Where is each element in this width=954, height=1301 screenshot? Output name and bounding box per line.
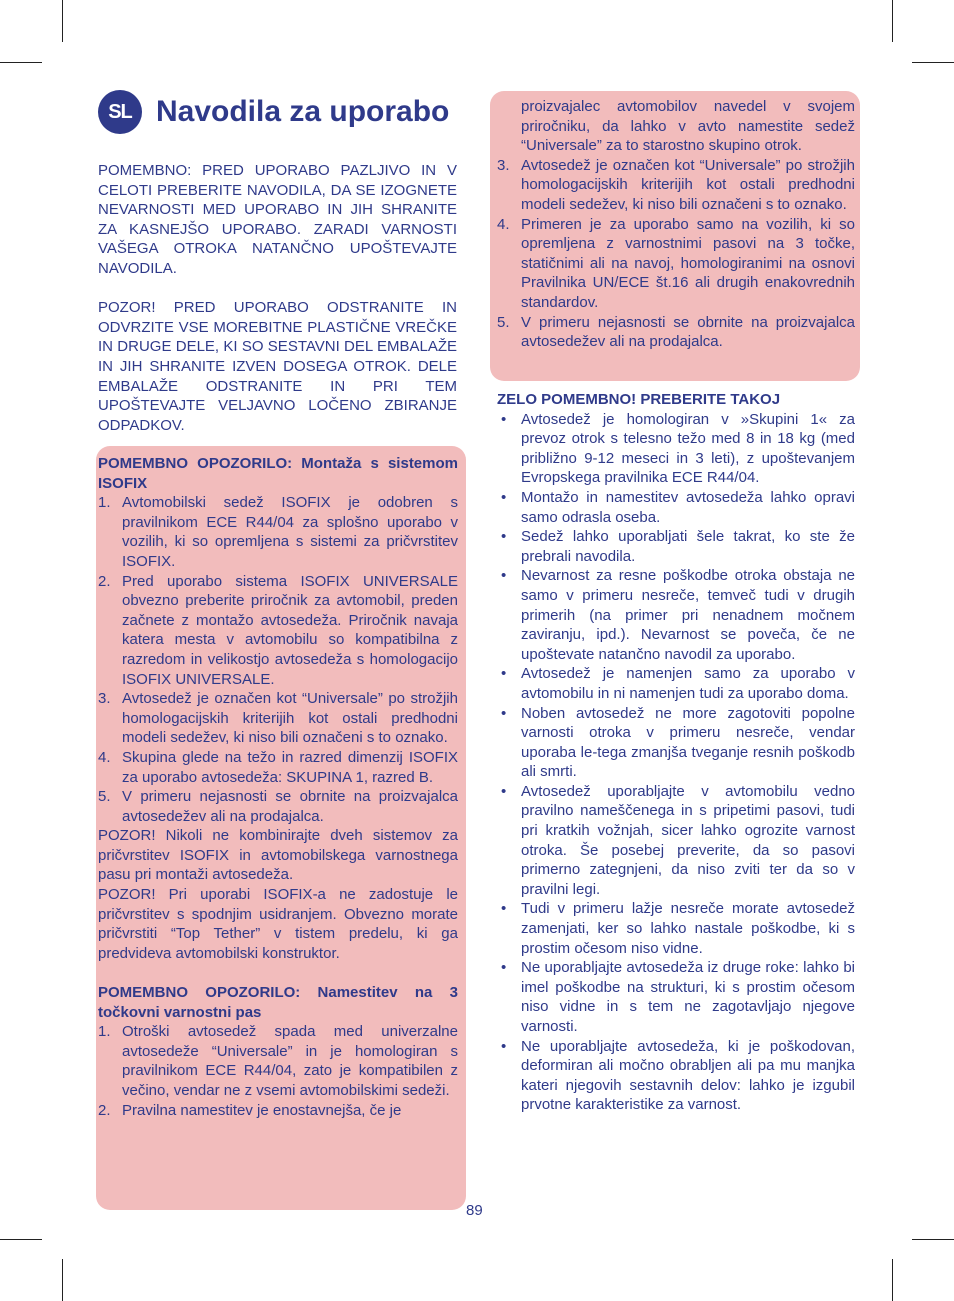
- list-item: • Ne uporabljajte avtosedeža, ki je poškodovan, deformiran ali močno obrabljen ali pa mu manjka kateri njegovih sestavnih delov: lahko je izgubil prvotne karakteristike za varnost.: [501, 1037, 855, 1114]
- language-badge: SL: [98, 90, 142, 134]
- list-item: 5. V primeru nejasnosti se obrnite na proizvajalca avtosedežev ali na prodajalca.: [497, 313, 855, 351]
- list-item: proizvajalec avtomobilov navedel v svojem priročniku, da lahko v avto namestite sedež “Universale” za to starostno skupino otrok.: [521, 98, 855, 155]
- crop-mark: [62, 0, 63, 42]
- list-item: 4. Skupina glede na težo in razred dimenzij ISOFIX za uporabo avtosedeža: SKUPINA 1, razred B.: [98, 748, 458, 786]
- list-item: • Tudi v primeru lažje nesreče morate avtosedež zamenjati, ker so lahko nastale poškodbe, ki s prostim očesom niso vidne.: [501, 900, 855, 957]
- crop-mark: [62, 1259, 63, 1301]
- important-list: [497, 410, 855, 1115]
- important-heading: ZELO POMEMBNO! PREBERITE TAKOJ: [497, 391, 781, 408]
- crop-mark: [912, 1239, 954, 1240]
- page-header: [98, 90, 449, 134]
- list-item: 4. Primeren je za uporabo samo na vozilih, ki so opremljena z varnostnimi pasovi na 3 točke, statičnimi ali na navoj, homologiranimi na osnovi Pravilnika UN/ECE št.16 ali drugih enakovrednih standardov.: [497, 215, 855, 311]
- isofix-note-top-tether: POZOR! Pri uporabi ISOFIX-a ne zadostuje le pričvrstitev s spodnjim usidranjem. Obvezno morate pričvrstiti “Top Tether” v tistem predelu, ki ga predvideva avtomobilski konstruktor.: [98, 886, 458, 962]
- crop-mark: [892, 1259, 893, 1301]
- list-item: • Avtosedež je namenjen samo za uporabo v avtomobilu in ni namenjen tudi za uporabo doma.: [501, 665, 855, 702]
- list-item: • Ne uporabljajte avtosedeža iz druge roke: lahko bi imel poškodbe na strukturi, ki s prostim očesom niso vidne in s tem ne zagotavljajo njegove varnosti.: [501, 959, 855, 1035]
- isofix-note-combine: POZOR! Nikoli ne kombinirajte dveh sistemov za pričvrstitev ISOFIX in avtomobilskega varnostnega pasu pri montaži avtosedeža.: [98, 827, 458, 884]
- intro-section: [98, 161, 457, 435]
- crop-mark: [0, 62, 42, 63]
- list-item: • Montažo in namestitev avtosedeža lahko opravi samo odrasla oseba.: [501, 488, 855, 526]
- list-item: 2. Pred uporabo sistema ISOFIX UNIVERSALE obvezno preberite priročnik za avtomobil, preden začnete z montažo avtosedeža. Priročnik navaja katera mesta v avtomobilu so kompatibilna z razredom in velikostjo avtosedeža s homologacijo ISOFIX UNIVERSALE.: [98, 572, 458, 688]
- crop-mark: [0, 1239, 42, 1240]
- list-item: 5. V primeru nejasnosti se obrnite na proizvajalca avtosedežev ali na prodajalca.: [98, 788, 458, 825]
- belt-list-continued: [497, 97, 855, 352]
- list-item: 1. Avtomobilski sedež ISOFIX je odobren s pravilnikom ECE R44/04 za splošno uporabo v vozilih, ki so opremljena s sistemi za pričvrstitev ISOFIX.: [98, 494, 458, 570]
- list-item: 3. Avtosedež je označen kot “Universale” po strožjih homologacijskih kriterijih kot ostali predhodni modeli sedežev, ki niso bili označeni s to oznako.: [497, 156, 855, 213]
- intro-important: POMEMBNO: PRED UPORABO PAZLJIVO IN V CELOTI PREBERITE NAVODILA, DA SE IZOGNETE NEVARNOSTI MED UPORABO IN JIH SHRANITE ZA KASNEJŠO UPORABO. ZARADI VARNOSTI VAŠEGA OTROKA NATANČNO UPOŠTEVAJTE NAVODILA.: [98, 162, 457, 277]
- list-item: 3. Avtosedež je označen kot “Universale” po strožjih homologacijskih kriterijih kot ostali predhodni modeli sedežev, ki niso bili označeni s to oznako.: [98, 690, 458, 747]
- crop-mark: [892, 0, 893, 42]
- belt-list: [98, 1022, 458, 1120]
- isofix-heading: POMEMBNO OPOZORILO: Montaža s sistemom ISOFIX: [98, 455, 458, 492]
- list-item: • Avtosedež je homologiran v »Skupini 1« za prevoz otrok s telesno težo med 8 in 18 kg (med približno 9-12 meseci in 3 leti), z upoštevanjem Evropskega pravilnika ECE R44/04.: [501, 410, 855, 487]
- list-item: • Nevarnost za resne poškodbe otroka obstaja ne samo v primeru nesreče, temveč tudi v drugih primerih (na primer pri nenadnem močnem zaviranju, ipd.). Nevarnost se poveča, če ne upoštevate natančno navodil za uporabo.: [501, 567, 855, 663]
- page-number: 89: [466, 1202, 483, 1219]
- list-item: • Avtosedež uporabljajte v avtomobilu vedno pravilno nameščenega in s pripetimi pasovi, tudi pri kratkih vožnjah, sicer lahko ogrozite varnost otroka. Še posebej preverite, da so pasovi primerno zategnjeni, da niso zviti ter da so v pravilni legi.: [501, 782, 855, 898]
- belt-warning-box-continued: [490, 91, 860, 381]
- list-item: • Noben avtosedež ne more zagotoviti popolne varnosti otroka v primeru nesreče, vendar uporaba le-tega zmanjša tveganje resnih poškodb ali smrti.: [501, 704, 855, 781]
- list-item: 2. Pravilna namestitev je enostavnejša, če je: [98, 1101, 402, 1119]
- important-section: [497, 390, 855, 1115]
- isofix-list: [98, 493, 458, 826]
- belt-heading: POMEMBNO OPOZORILO: Namestitev na 3 točkovni varnostni pas: [98, 984, 458, 1021]
- list-item: • Sedež lahko uporabljati šele takrat, ko ste že prebrali navodila.: [501, 528, 855, 565]
- crop-mark: [912, 62, 954, 63]
- page-title: Navodila za uporabo: [156, 95, 450, 128]
- list-item: 1. Otroški avtosedež spada med univerzalne avtosedeže “Universale” in je homologiran s pravilnikom ECE R44/04, zato je kompatibilen z večino, vendar ne z vsemi avtomobilskimi sedeži.: [98, 1023, 458, 1099]
- intro-warning: POZOR! PRED UPORABO ODSTRANITE IN ODVRZITE VSE MOREBITNE PLASTIČNE VREČKE IN DRUGE DELE, KI SO SESTAVNI DEL EMBALAŽE IN JIH SHRANITE IZVEN DOSEGA OTROK. DELE EMBALAŽE ODSTRANITE IN PRI TEM UPOŠTEVAJTE VELJAVNO LOČENO ZBIRANJE ODPADKOV.: [98, 299, 457, 434]
- isofix-warning-box: [96, 446, 466, 1210]
